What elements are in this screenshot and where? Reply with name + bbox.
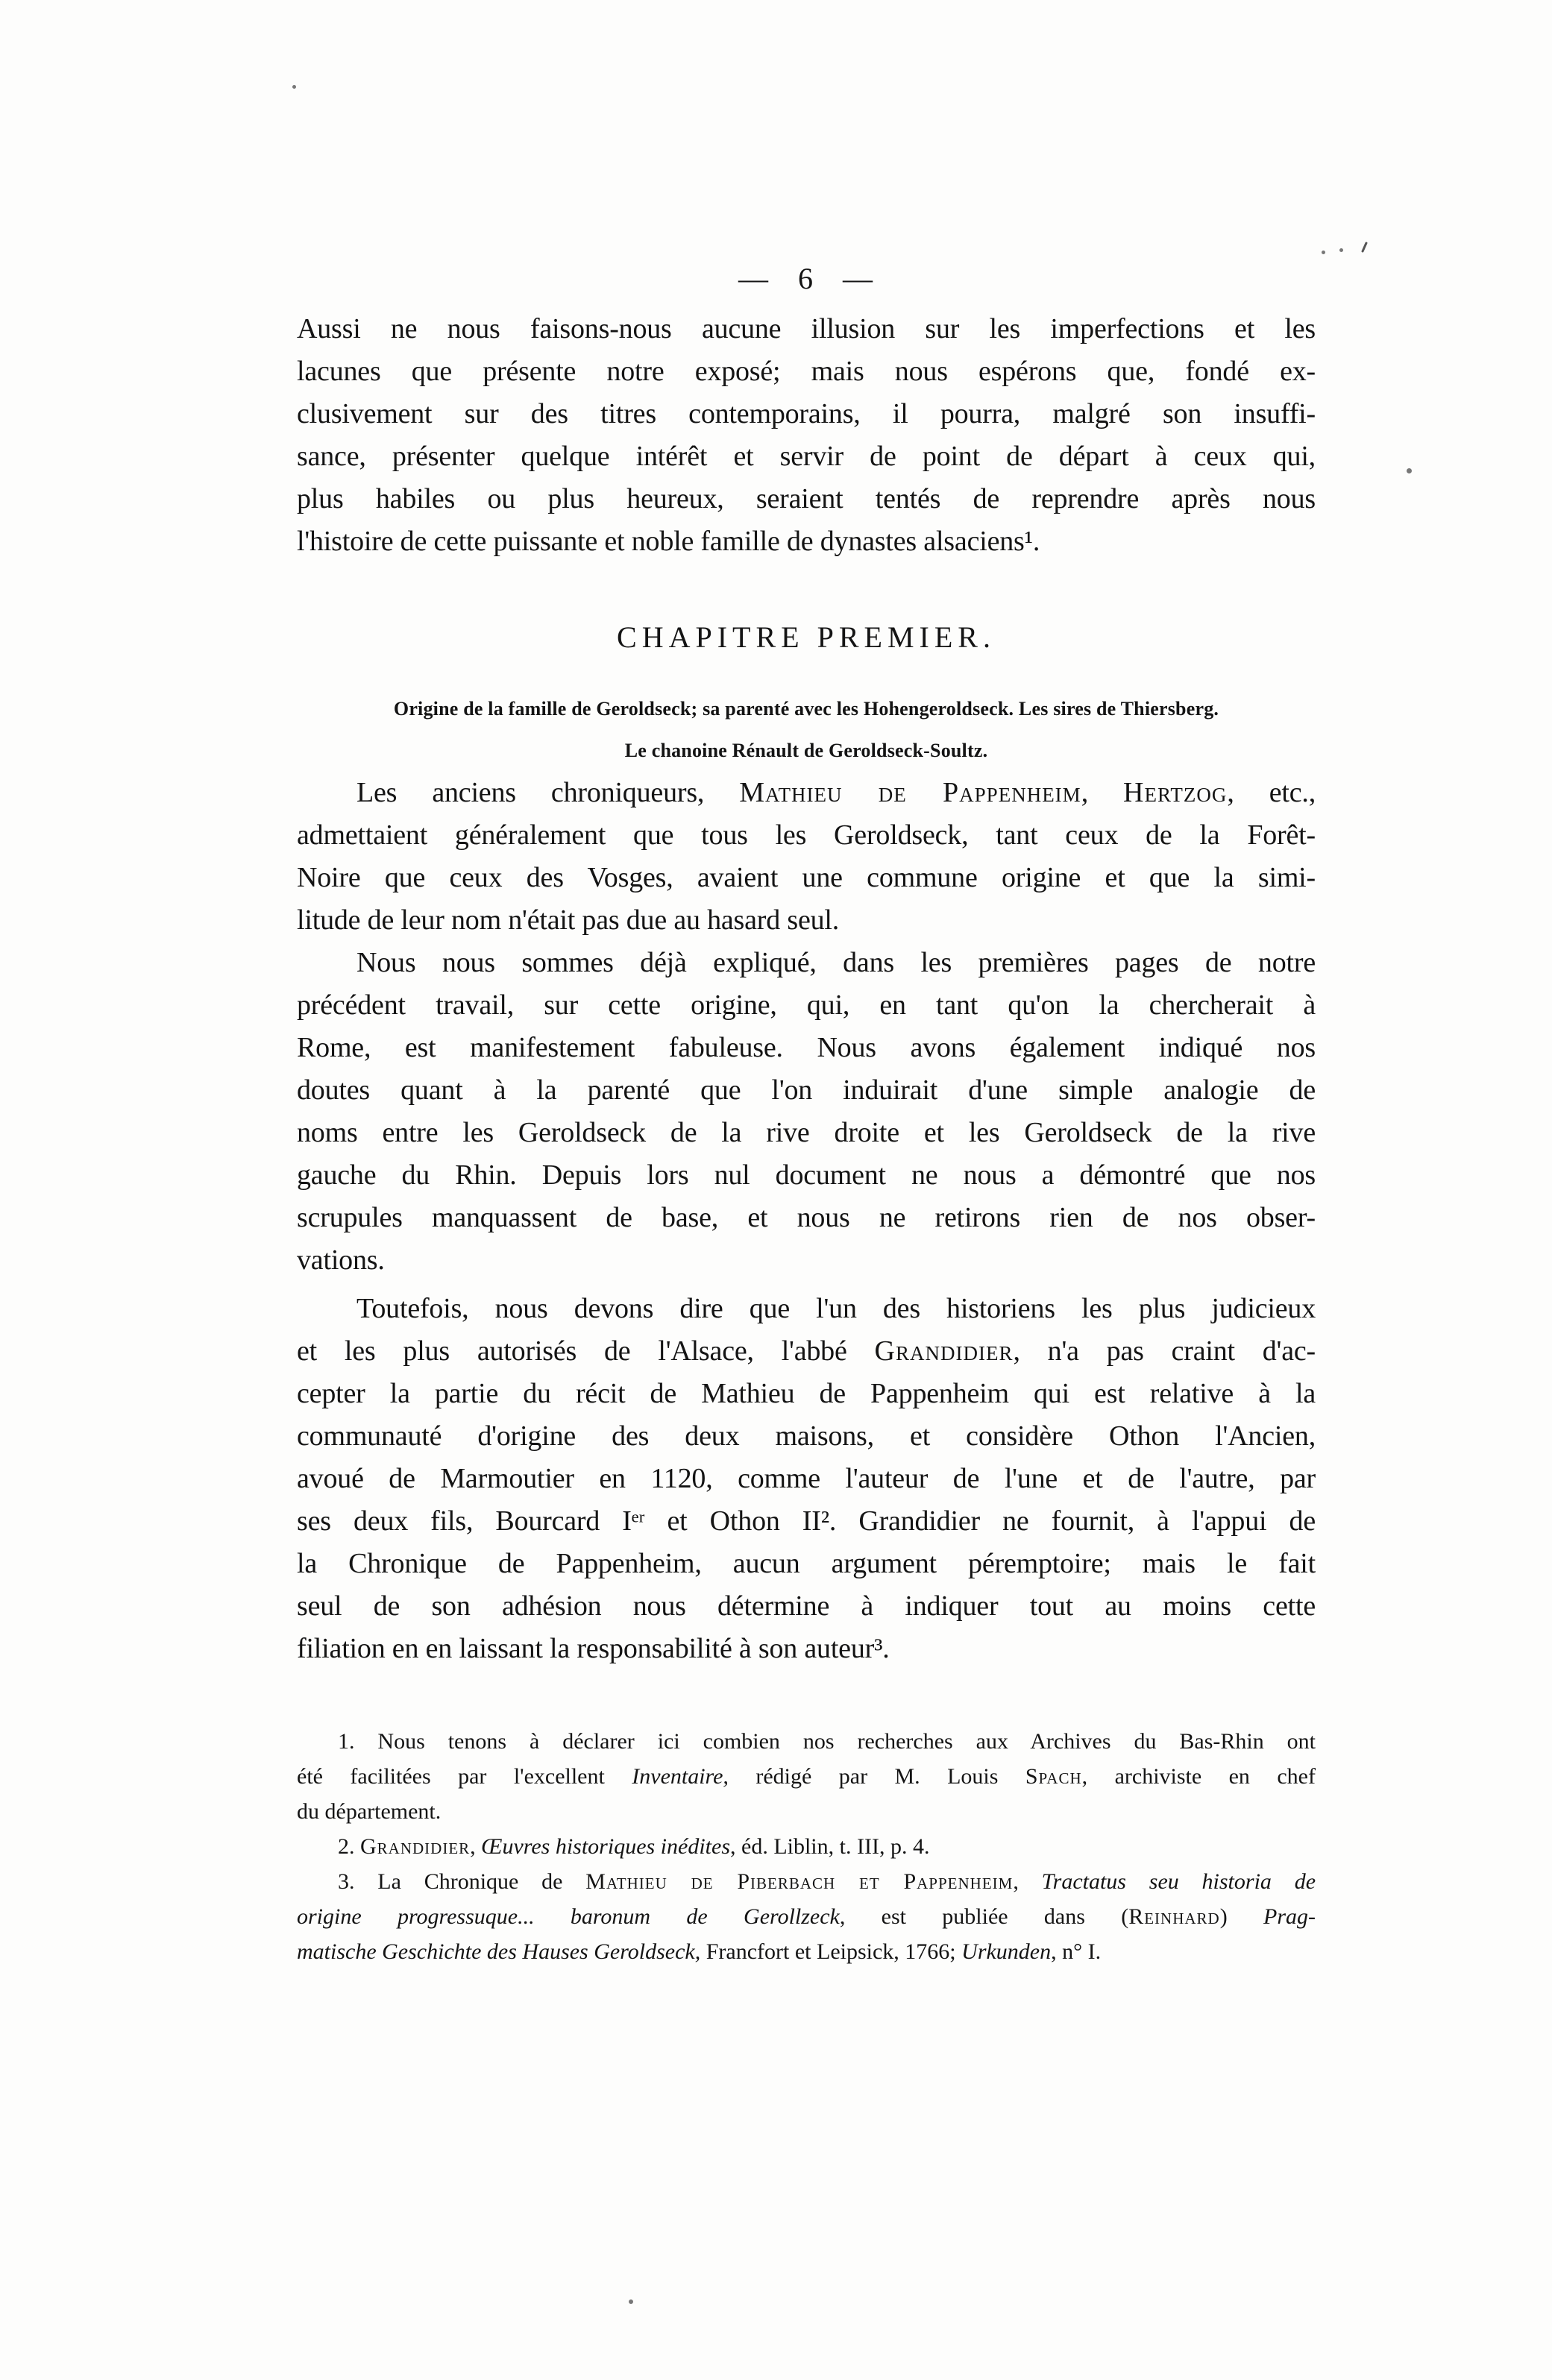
text-line: Rome, est manifestement fabuleuse. Nous avons également indiqué nos — [297, 1032, 1316, 1063]
text-line: 3. La Chronique de Mathieu de Piberbach et Pappenheim, Tractatus seu historia de — [338, 1869, 1316, 1894]
text-line: seul de son adhésion nous détermine à indiquer tout au moins cette — [297, 1590, 1316, 1622]
body-paragraph-1 — [297, 772, 1316, 942]
text-line: et les plus autorisés de l'Alsace, l'abbé Grandidier, n'a pas craint d'ac- — [297, 1335, 1316, 1367]
body-paragraph-3 — [297, 1288, 1316, 1670]
text-line: Origine de la famille de Geroldseck; sa parenté avec les Hohengeroldseck. Les sires de Thiersberg. — [393, 698, 1219, 720]
text-line: été facilitées par l'excellent Inventaire, rédigé par M. Louis Spach, archiviste en chef — [297, 1764, 1316, 1789]
footnotes — [297, 1724, 1316, 1969]
body-paragraph-2 — [297, 942, 1316, 1282]
text-line: Nous nous sommes déjà expliqué, dans les premières pages de notre — [356, 947, 1316, 978]
scan-speck — [1339, 248, 1343, 252]
text-line: la Chronique de Pappenheim, aucun argument péremptoire; mais le fait — [297, 1548, 1316, 1579]
text-line: gauche du Rhin. Depuis lors nul document ne nous a démontré que nos — [297, 1159, 1316, 1191]
text-line: plus habiles ou plus heureux, seraient tentés de reprendre après nous — [297, 483, 1316, 514]
text-line: précédent travail, sur cette origine, qui, en tant qu'on la chercherait à — [297, 989, 1316, 1021]
text-line: matische Geschichte des Hauses Geroldseck, Francfort et Leipsick, 1766; Urkunden, n° I. — [297, 1939, 1102, 1964]
scan-speck — [292, 85, 296, 89]
text-line: 2. Grandidier, Œuvres historiques inédites, éd. Liblin, t. III, p. 4. — [338, 1834, 930, 1859]
text-line: 1. Nous tenons à déclarer ici combien nos recherches aux Archives du Bas-Rhin ont — [338, 1729, 1316, 1754]
intro-paragraph — [297, 308, 1316, 563]
page-number: — 6 — — [738, 262, 874, 295]
text-line: communauté d'origine des deux maisons, et considère Othon l'Ancien, — [297, 1420, 1316, 1452]
text-line: sance, présenter quelque intérêt et servir de point de départ à ceux qui, — [297, 441, 1316, 472]
text-line: scrupules manquassent de base, et nous ne retirons rien de nos obser- — [297, 1202, 1316, 1233]
text-line: Noire que ceux des Vosges, avaient une commune origine et que la simi- — [297, 862, 1316, 893]
text-line: l'histoire de cette puissante et noble famille de dynastes alsaciens¹. — [297, 526, 1040, 557]
text-line: Toutefois, nous devons dire que l'un des historiens les plus judicieux — [356, 1293, 1316, 1324]
text-line: vations. — [297, 1244, 385, 1276]
chapter-heading: CHAPITRE PREMIER. — [617, 620, 996, 654]
scan-speck — [1322, 251, 1325, 254]
text-line: clusivement sur des titres contemporains, il pourra, malgré son insuffi- — [297, 398, 1316, 429]
text-line: du département. — [297, 1799, 442, 1824]
scan-speck — [1407, 468, 1412, 473]
text-line: avoué de Marmoutier en 1120, comme l'auteur de l'une et de l'autre, par — [297, 1463, 1316, 1494]
text-line: doutes quant à la parenté que l'on induirait d'une simple analogie de — [297, 1074, 1316, 1106]
text-line: admettaient généralement que tous les Geroldseck, tant ceux de la Forêt- — [297, 819, 1316, 851]
text-column — [297, 308, 1316, 1969]
text-line: cepter la partie du récit de Mathieu de Pappenheim qui est relative à la — [297, 1378, 1316, 1409]
text-line: litude de leur nom n'était pas due au hasard seul. — [297, 904, 840, 936]
text-line: noms entre les Geroldseck de la rive droite et les Geroldseck de la rive — [297, 1117, 1316, 1148]
text-line: origine progressuque... baronum de Gerollzeck, est publiée dans (Reinhard) Prag- — [297, 1904, 1316, 1929]
text-line: Le chanoine Rénault de Geroldseck-Soultz. — [624, 740, 988, 761]
chapter-subtitle — [297, 688, 1316, 772]
text-line: Aussi ne nous faisons-nous aucune illusion sur les imperfections et les — [297, 313, 1316, 344]
text-line: filiation en en laissant la responsabilité à son auteur³. — [297, 1633, 890, 1664]
text-line: Les anciens chroniqueurs, Mathieu de Pappenheim, Hertzog, etc., — [356, 777, 1316, 808]
scan-speck — [1361, 242, 1368, 253]
scan-speck — [629, 2299, 633, 2304]
text-line: lacunes que présente notre exposé; mais nous espérons que, fondé ex- — [297, 356, 1316, 387]
text-line: ses deux fils, Bourcard Iᵉʳ et Othon II². Grandidier ne fournit, à l'appui de — [297, 1505, 1316, 1537]
